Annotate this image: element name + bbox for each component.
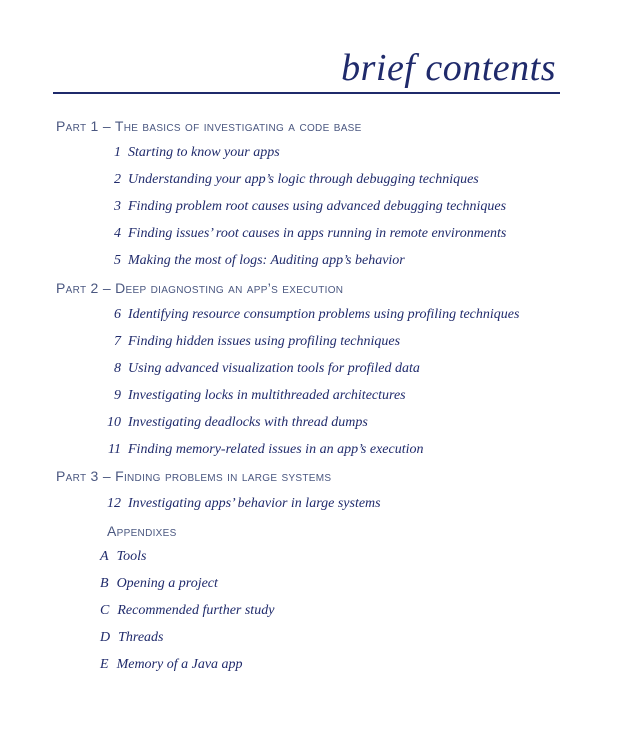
appendix-letter: A: [100, 549, 109, 564]
chapter-entry[interactable]: [101, 172, 479, 188]
chapter-number: 5: [114, 253, 121, 268]
chapter-title: Investigating locks in multithreaded architectures: [128, 388, 406, 403]
part-1-heading: Part 1 – The basics of investigating a code base: [56, 118, 362, 134]
appendix-entry[interactable]: [100, 549, 146, 565]
title-rule: [53, 92, 560, 94]
chapter-entry[interactable]: [99, 496, 381, 512]
chapter-number: 6: [114, 307, 121, 322]
chapter-number: 4: [114, 226, 121, 241]
chapter-entry[interactable]: [101, 307, 519, 323]
chapter-title: Finding memory-related issues in an app’s execution: [128, 442, 424, 457]
appendix-title: Memory of a Java app: [116, 657, 243, 672]
appendix-letter: E: [100, 657, 109, 672]
chapter-title: Investigating apps’ behavior in large systems: [128, 496, 381, 511]
appendix-letter: B: [100, 576, 109, 591]
appendix-title: Threads: [118, 630, 164, 645]
chapter-entry[interactable]: [99, 415, 368, 431]
chapter-number: 9: [114, 388, 121, 403]
chapter-number: 1: [114, 145, 121, 160]
chapter-entry[interactable]: [101, 388, 406, 404]
chapter-title: Understanding your app’s logic through debugging techniques: [128, 172, 479, 187]
chapter-number: 8: [114, 361, 121, 376]
chapter-title: Starting to know your apps: [128, 145, 280, 160]
appendix-letter: C: [100, 603, 110, 618]
chapter-title: Making the most of logs: Auditing app’s behavior: [128, 253, 405, 268]
appendix-entry[interactable]: [100, 576, 218, 592]
part-3-heading: Part 3 – Finding problems in large systems: [56, 468, 332, 484]
appendix-title: Tools: [116, 549, 147, 564]
chapter-number: 11: [108, 442, 121, 457]
appendix-entry[interactable]: [100, 603, 274, 619]
chapter-title: Investigating deadlocks with thread dumps: [128, 415, 368, 430]
chapter-title: Using advanced visualization tools for profiled data: [128, 361, 420, 376]
chapter-number: 10: [107, 415, 121, 430]
page-title: brief contents: [341, 47, 556, 89]
page-footer-cropped: [205, 748, 435, 755]
chapter-title: Finding hidden issues using profiling techniques: [128, 334, 401, 349]
chapter-entry[interactable]: [99, 442, 424, 458]
appendix-title: Recommended further study: [117, 603, 275, 618]
appendix-entry[interactable]: [100, 657, 243, 673]
chapter-title: Finding problem root causes using advanced debugging techniques: [128, 199, 507, 214]
chapter-entry[interactable]: [101, 199, 506, 215]
chapter-number: 7: [114, 334, 121, 349]
part-2-heading: Part 2 – Deep diagnosting an app’s execution: [56, 280, 344, 296]
appendixes-heading: Appendixes: [107, 523, 177, 539]
chapter-title: Finding issues’ root causes in apps running in remote environments: [128, 226, 507, 241]
chapter-entry[interactable]: [101, 253, 405, 269]
chapter-entry[interactable]: [101, 361, 420, 377]
chapter-number: 12: [107, 496, 121, 511]
chapter-entry[interactable]: [101, 226, 506, 242]
appendix-entry[interactable]: [100, 630, 164, 646]
chapter-number: 3: [114, 199, 121, 214]
chapter-number: 2: [114, 172, 121, 187]
chapter-entry[interactable]: [101, 145, 280, 161]
appendix-title: Opening a project: [116, 576, 218, 591]
appendix-letter: D: [100, 630, 111, 645]
chapter-entry[interactable]: [101, 334, 400, 350]
chapter-title: Identifying resource consumption problems using profiling techniques: [128, 307, 520, 322]
